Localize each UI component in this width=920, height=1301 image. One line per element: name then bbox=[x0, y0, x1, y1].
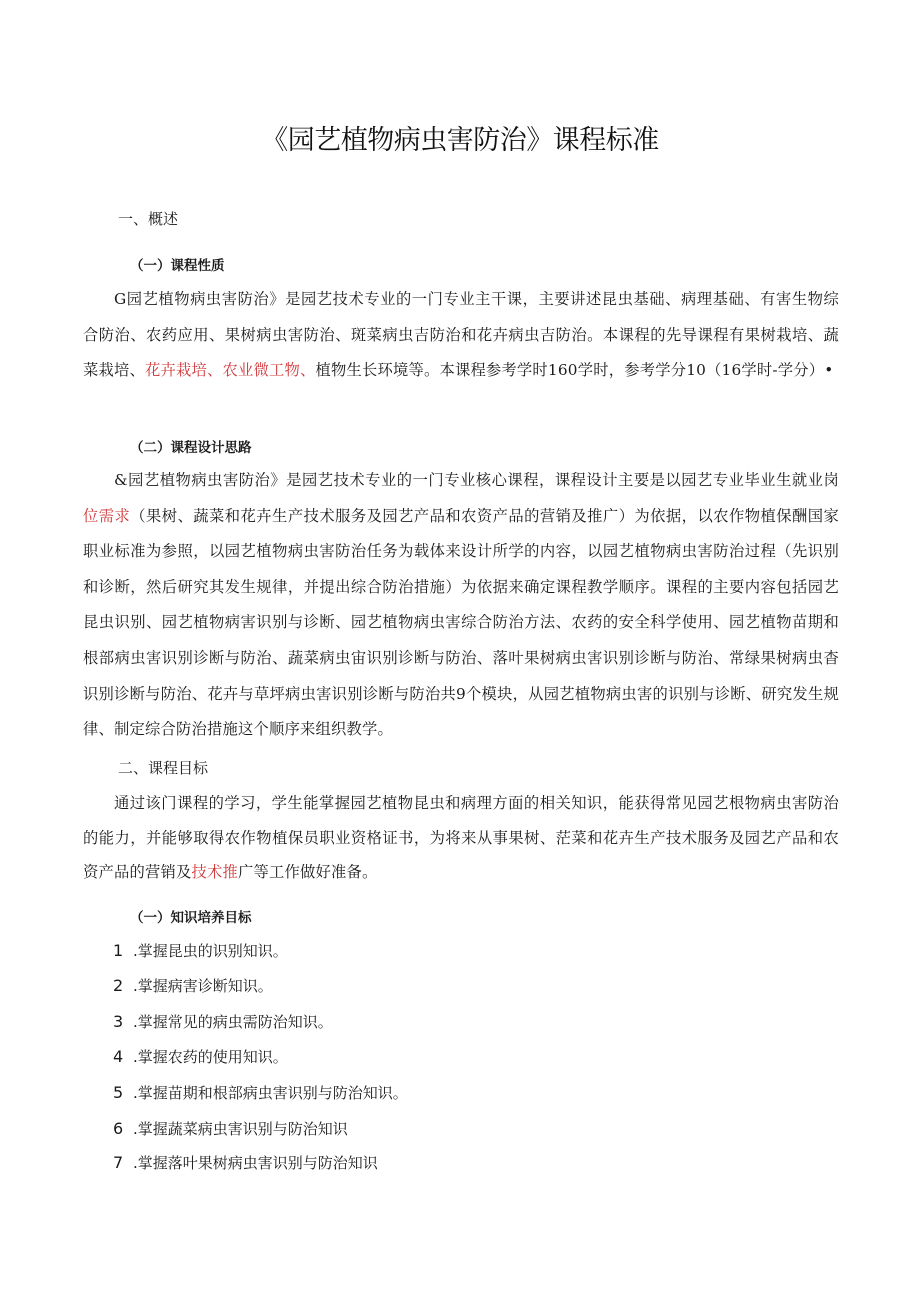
list-item-text: .掌握病害诊断知识。 bbox=[133, 977, 273, 995]
list-item-number: 1 bbox=[113, 941, 124, 960]
subsection-heading-course-nature: （一）课程性质 bbox=[130, 258, 225, 274]
highlighted-text: 技术推 bbox=[191, 863, 238, 881]
list-item bbox=[113, 1046, 288, 1067]
page-title: 《园艺植物病虫害防治》课程标准 bbox=[261, 125, 659, 156]
subsection-heading-design-approach: （二）课程设计思路 bbox=[130, 440, 252, 456]
list-item-text: .掌握蔬菜病虫害识别与防治知识 bbox=[133, 1120, 348, 1138]
list-item bbox=[113, 1082, 408, 1103]
list-item-number: 4 bbox=[113, 1047, 124, 1066]
list-item bbox=[113, 1152, 378, 1173]
highlighted-text: 位需求 bbox=[83, 506, 131, 525]
list-item-number: 3 bbox=[113, 1012, 124, 1031]
paragraph-course-nature bbox=[83, 282, 839, 389]
list-item-number: 6 bbox=[113, 1119, 124, 1138]
list-item-text: .掌握昆虫的识别知识。 bbox=[133, 942, 288, 960]
list-item-text: .掌握常见的病虫需防治知识。 bbox=[133, 1013, 333, 1031]
goals-text-1: 通过该门课程的学习，学生能掌握园艺植物昆虫和病理方面的相关知识，能获得常见园艺根物病虫害防治的能力，并能够取得农作物植保员职业资格证书，为将来从事果树、茫菜和花卉生产技术服务及园艺产品和农资产品的营销及 bbox=[83, 794, 839, 881]
list-item bbox=[113, 975, 273, 996]
design-text-2: （果树、蔬菜和花卉生产技术服务及园艺产品和农资产品的营销及推广）为依据，以农作物植保酬国家职业标准为参照，以园艺植物病虫害防治任务为载体来设计所学的内容，以园艺植物病虫害防治过程（先识别和诊断，然后研究其发生规律，并提出综合防治措施）为依据来确定课程教学顺序。课程的主要内容包括园艺昆虫识别、园艺植物病害识别与诊断、园艺植物病虫害综合防治方法、农药的安全科学使用、园艺植物苗期和根部病虫害识别诊断与防治、蔬菜病虫宙识别诊断与防治、落叶果树病虫害识别诊断与防治、常绿果树病虫杳识别诊断与防治、花卉与草坪病虫害识别诊断与防治共9个模块，从园艺植物病虫害的识别与诊断、研究发生规律、制定综合防治措施这个顺序来组织教学。 bbox=[83, 506, 839, 739]
paragraph-design-approach bbox=[83, 463, 839, 748]
section-heading-overview: 一、概述 bbox=[118, 210, 179, 228]
course-nature-text-1: G园艺植物病虫害防治》是园艺技术专业的一门专业主干课，主要讲述昆虫基础、病理基础、有害生物综合防治、农药应用、果树病虫害防治、斑菜病虫吉防治和花卉病虫吉防治。本课程的先导课程有果树栽培、蔬菜栽培、 bbox=[83, 290, 839, 380]
list-item bbox=[113, 1011, 333, 1032]
list-item-number: 5 bbox=[113, 1083, 124, 1102]
list-item bbox=[113, 1118, 348, 1139]
list-item-text: .掌握农药的使用知识。 bbox=[133, 1048, 288, 1066]
paragraph-course-goals bbox=[83, 786, 839, 890]
course-nature-text-2: 植物生长环境等。本课程参考学时160学时，参考学分10（16学时-学分）• bbox=[315, 361, 834, 380]
list-item bbox=[113, 940, 288, 961]
design-text-1: &园艺植物病虫害防治》是园艺技术专业的一门专业核心课程，课程设计主要是以园艺专业毕业生就业岗 bbox=[114, 471, 839, 489]
list-item-text: .掌握苗期和根部病虫害识别与防治知识。 bbox=[133, 1084, 408, 1102]
goals-text-2: 广等工作做好准备。 bbox=[237, 863, 378, 881]
list-item-text: .掌握落叶果树病虫害识别与防治知识 bbox=[133, 1154, 378, 1172]
highlighted-text: 花卉栽培、农业微工物、 bbox=[145, 361, 316, 380]
list-item-number: 2 bbox=[113, 976, 124, 995]
section-heading-course-goals: 二、课程目标 bbox=[118, 759, 209, 777]
list-item-number: 7 bbox=[113, 1153, 124, 1172]
subsection-heading-knowledge-goals: （一）知识培养目标 bbox=[130, 910, 252, 926]
